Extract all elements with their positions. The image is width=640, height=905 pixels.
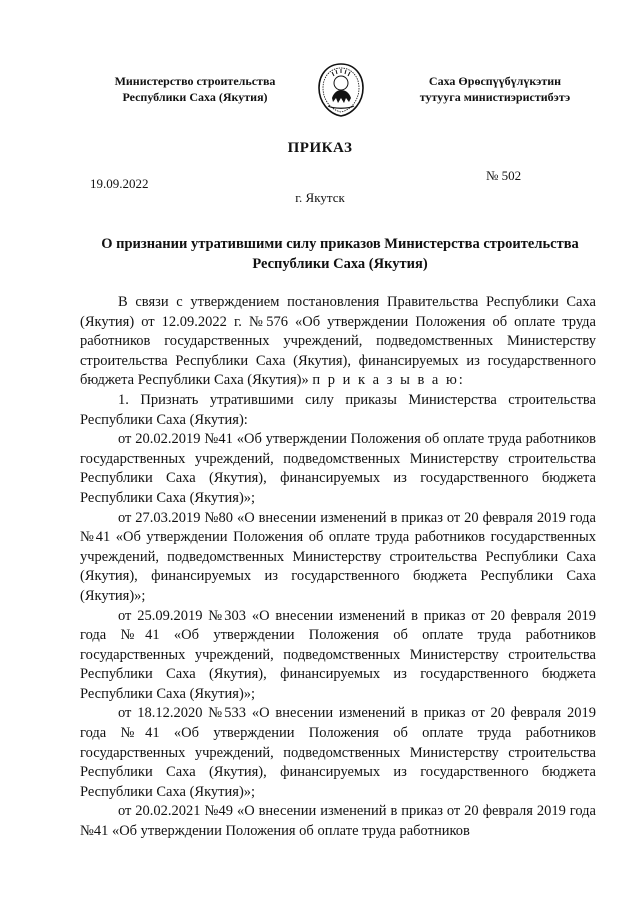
document-title (80, 234, 600, 274)
preamble-text: В связи с утверждением постановления Правительства Республики Саха (Якутия) от 12.09.2022 г. №576 «Об утверждении Положения об оплате труда работников государственных учреждений, подведомственных Министерству строительства Республики Саха (Якутия), финансируемых из государственного бюджета Республики Саха (Якутия)» (80, 294, 596, 389)
revoked-order-1: от 20.02.2019 №41 «Об утверждении Положения об оплате труда работников государственных учреждений, подведомственных Министерству строительства Республики Саха (Якутия), финансируемых из государственного бюджета Республики Саха (Якутия)»; (80, 431, 596, 506)
order-word: п р и к а з ы в а ю: (312, 372, 465, 389)
document-number: № 502 (486, 168, 522, 183)
ministry-name-ru (100, 73, 290, 105)
document-title-line1: О признании утратившими силу приказов Министерства строительства (101, 236, 579, 252)
sakha-coat-of-arms-icon (316, 62, 366, 118)
revoked-order-2: от 27.03.2019 №80 «О внесении изменений в приказ от 20 февраля 2019 года №41 «Об утверждении Положения об оплате труда работников государственных учреждений, подведомственных Министерству строительства Республики Саха (Якутия), финансируемых из государственного бюджета Республики Саха (Якутия)»; (80, 509, 596, 604)
document-type: ПРИКАЗ (287, 140, 353, 156)
ministry-name-ru-line2: Республики Саха (Якутия) (122, 90, 268, 104)
ministry-name-sah (410, 73, 580, 105)
document-title-line2: Республики Саха (Якутия) (252, 256, 428, 272)
revoked-order-3: от 25.09.2019 №303 «О внесении изменений в приказ от 20 февраля 2019 года №41 «Об утверждении Положения об оплате труда работников государственных учреждений, подведомственных Министерству строительства Республики Саха (Якутия), финансируемых из государственного бюджета Республики Саха (Якутия)»; (80, 607, 596, 702)
document-city: г. Якутск (295, 190, 345, 205)
item-1-paragraph: 1. Признать утратившими силу приказы Министерства строительства Республики Саха (Якутия): (80, 391, 596, 428)
revoked-order-4: от 18.12.2020 №533 «О внесении изменений в приказ от 20 февраля 2019 года №41 «Об утверждении Положения об оплате труда работников государственных учреждений, подведомственных Министерству строительства Республики Саха (Якутия), финансируемых из государственного бюджета Республики Саха (Якутия)»; (80, 705, 596, 800)
ministry-name-sah-line1: Саха Өрөспүүбүлүкэтин (428, 74, 562, 88)
ministry-name-sah-line2: тутууга министиэристибэтэ (419, 90, 571, 104)
revoked-order-5: от 20.02.2021 №49 «О внесении изменений в приказ от 20 февраля 2019 года №41 «Об утверждении Положения об оплате труда работников (80, 803, 596, 840)
document-body (80, 293, 596, 842)
document-date: 19.09.2022 (90, 176, 149, 191)
preamble-paragraph (80, 293, 596, 391)
ministry-name-ru-line1: Министерство строительства (114, 74, 276, 88)
